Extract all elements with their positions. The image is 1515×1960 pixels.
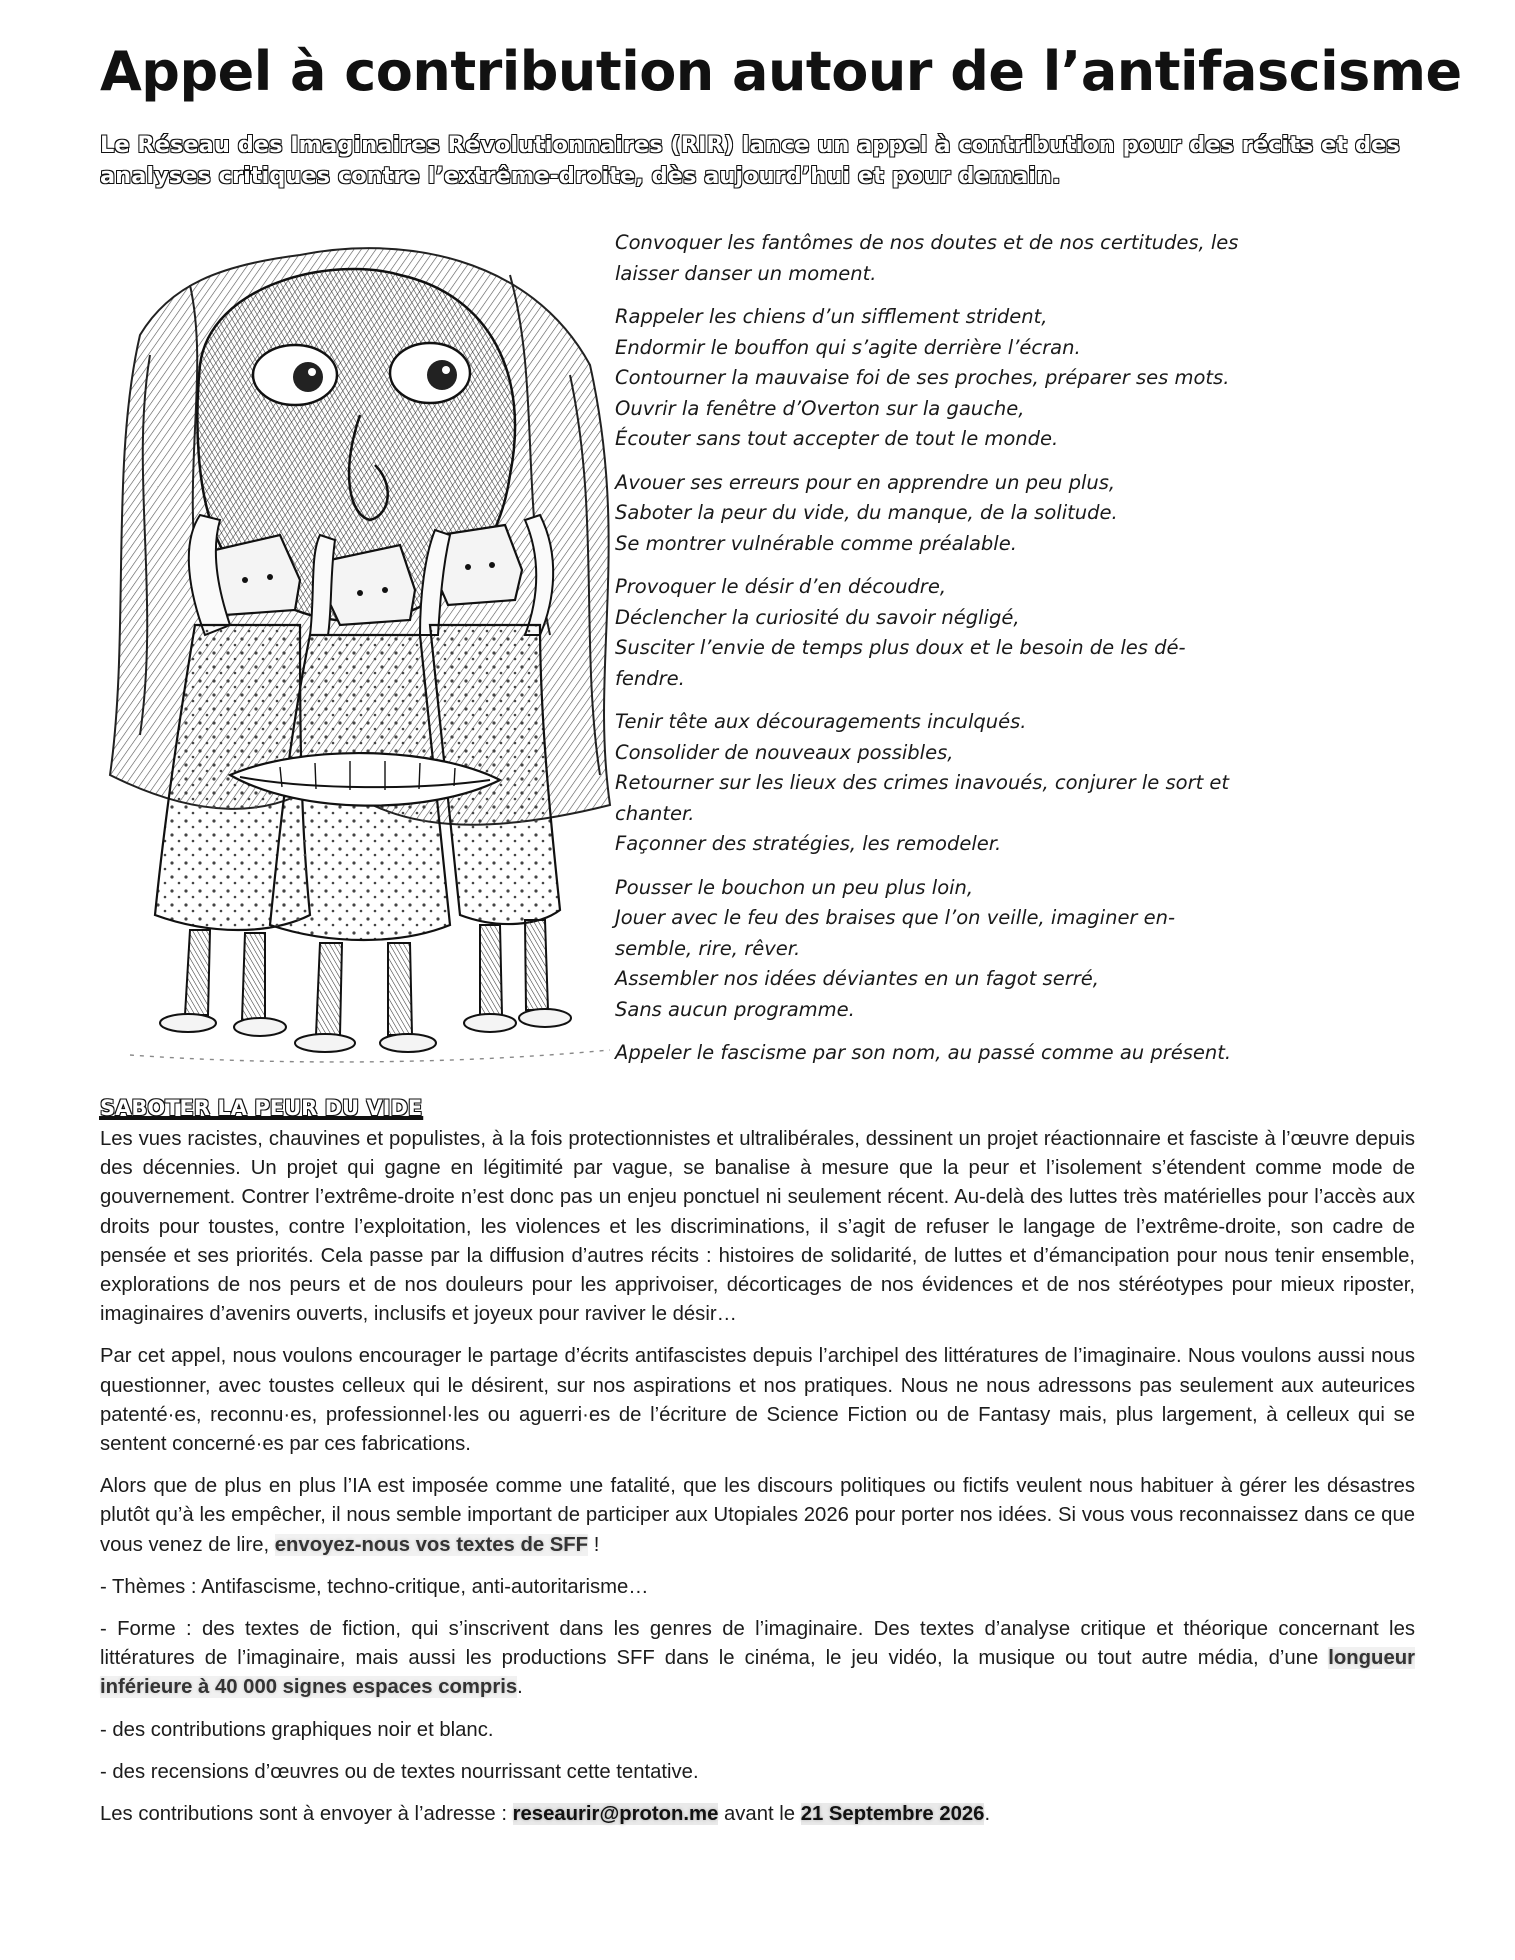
- poem-line: Convoquer les fantômes de nos doutes et de nos certitudes, les: [615, 231, 1239, 254]
- paragraph-text: avant le: [718, 1803, 801, 1826]
- poem-line: laisser danser un moment.: [615, 261, 877, 285]
- paragraph-text: !: [588, 1533, 600, 1556]
- list-item-reviews: - des recensions d’œuvres ou de textes nourrissant cette tentative.: [100, 1760, 699, 1783]
- ink-drawing-figures-holding-giant-head-icon: [70, 215, 630, 1085]
- poem-stanza: [615, 873, 1315, 1026]
- poem-line: Rappeler les chiens d’un sifflement strident,: [615, 305, 1048, 328]
- paragraph: [100, 1472, 1415, 1560]
- poem: [615, 228, 1315, 1082]
- paragraph-text: - Forme : des textes de fiction, qui s’inscrivent dans les genres de l’imaginaire. Des textes d’analyse critique et théorique concernant les littératures de l’imaginaire, mais aussi les productions SFF dans le cinéma, le jeu vidéo, la musique ou tout autre média, d’une: [100, 1618, 1415, 1670]
- poem-line: Contourner la mauvaise foi de ses proches, préparer ses mots.: [615, 366, 1230, 389]
- poem-line: semble, rire, rêver.: [615, 936, 801, 960]
- poem-stanza: [615, 228, 1315, 289]
- paragraph: Par cet appel, nous voulons encourager le partage d’écrits antifascistes depuis l’archipel des littératures de l’imaginaire. Nous voulons aussi nous questionner, avec toustes celleux qui le désirent, sur nos aspirations et nos pratiques. Nous ne nous adressons pas seulement aux auteurices patenté·es, reconnu·es, professionnel·les ou aguerri·es de l’écriture de Science Fiction ou de Fantasy mais, plus largement, à celleux qui se sentent concerné·es par ces fabrications.: [100, 1345, 1415, 1456]
- poem-line: Se montrer vulnérable comme préalable.: [615, 531, 1017, 555]
- poem-line: Tenir tête aux découragements inculqués.: [615, 710, 1027, 733]
- poem-line: Endormir le bouffon qui s’agite derrière l’écran.: [615, 335, 1081, 359]
- paragraph: Les vues racistes, chauvines et populistes, à la fois protectionnistes et ultralibérales, dessinent un projet réactionnaire et fasciste à l’œuvre depuis des décennies. Un projet qui gagne en légitimité par vague, se banalise à mesure que la peur et l’isolement s’étendent comme mode de gouvernement. Contrer l’extrême-droite n’est donc pas un enjeu ponctuel ni seulement récent. Au-delà des luttes très matérielles pour l’accès aux droits pour toustes, contre l’exploitation, les violences et les discriminations, il s’agit de refuser le langage de l’extrême-droite, son cadre de pensée et ses priorités. Cela passe par la diffusion d’autres récits : histoires de solidarité, de luttes et d’émancipation pour nous tenir ensemble, explorations de nos peurs et de nos douleurs pour les apprivoiser, décorticages de nos évidences et de nos stéréotypes pour mieux riposter, imaginaires d’avenirs ouverts, inclusifs et joyeux pour raviver le désir…: [100, 1128, 1415, 1326]
- poem-line: Susciter l’envie de temps plus doux et le besoin de les dé-: [615, 636, 1186, 659]
- poem-line: Provoquer le désir d’en découdre,: [615, 575, 947, 598]
- section-title: SABOTER LA PEUR DU VIDE: [100, 1096, 423, 1120]
- list-item-themes: - Thèmes : Antifascisme, techno-critique, anti-autoritarisme…: [100, 1575, 649, 1598]
- paragraph-text: .: [984, 1803, 991, 1826]
- list-item-graphics: - des contributions graphiques noir et blanc.: [100, 1718, 494, 1741]
- poem-line: Écouter sans tout accepter de tout le monde.: [615, 427, 1059, 450]
- highlight-send-texts: envoyez-nous vos textes de SFF: [274, 1533, 589, 1556]
- poem-stanza: [615, 707, 1315, 860]
- poem-line: Appeler le fascisme par son nom, au passé comme au présent.: [615, 1041, 1232, 1064]
- poem-stanza: [615, 302, 1315, 455]
- poem-stanza: [615, 572, 1315, 694]
- poem-line: Avouer ses erreurs pour en apprendre un peu plus,: [615, 470, 1116, 494]
- subtitle: Le Réseau des Imaginaires Révolutionnaires (RIR) lance un appel à contribution pour des récits et des analyses critiques contre l’extrême-droite, dès aujourd’hui et pour demain.: [100, 132, 1400, 189]
- highlight-length: longueur inférieure à 40 000 signes espaces compris: [100, 1647, 1415, 1699]
- poem-line: Pousser le bouchon un peu plus loin,: [615, 875, 974, 899]
- poem-line: Façonner des stratégies, les remodeler.: [615, 832, 1002, 855]
- paragraph-text: Les contributions sont à envoyer à l’adresse :: [100, 1803, 513, 1826]
- paragraph-text: .: [517, 1676, 523, 1699]
- poem-line: Jouer avec le feu des braises que l’on veille, imaginer en-: [615, 906, 1176, 929]
- poem-line: Consolider de nouveaux possibles,: [615, 740, 954, 764]
- poem-line: Retourner sur les lieux des crimes inavoués, conjurer le sort et: [615, 771, 1230, 794]
- poem-line: Assembler nos idées déviantes en un fagot serré,: [615, 967, 1099, 990]
- contact-line: [100, 1800, 1415, 1829]
- list-item-forme: [100, 1615, 1415, 1703]
- poem-line: Déclencher la curiosité du savoir négligé,: [615, 605, 1020, 629]
- poem-line: Saboter la peur du vide, du manque, de la solitude.: [615, 501, 1118, 524]
- deadline-date: 21 Septembre 2026: [800, 1803, 985, 1826]
- poem-line: fendre.: [615, 666, 685, 690]
- poem-stanza: [615, 468, 1315, 560]
- body-text: [100, 1125, 1415, 1842]
- contact-email-link[interactable]: reseaurir@proton.me: [512, 1803, 719, 1826]
- poem-line: Sans aucun programme.: [615, 997, 855, 1021]
- page-title: Appel à contribution autour de l’antifascisme: [100, 40, 1462, 103]
- paragraph-text: Alors que de plus en plus l’IA est imposée comme une fatalité, que les discours politiques ou fictifs veulent nous habituer à gérer les désastres plutôt qu’à les empêcher, il nous semble important de participer aux Utopiales 2026 pour porter nos idées. Si vous vous reconnaissez dans ce que vous venez de lire,: [100, 1475, 1415, 1556]
- poem-line: Ouvrir la fenêtre d’Overton sur la gauche,: [615, 396, 1025, 420]
- poem-line: chanter.: [615, 801, 695, 825]
- poem-stanza: [615, 1038, 1315, 1069]
